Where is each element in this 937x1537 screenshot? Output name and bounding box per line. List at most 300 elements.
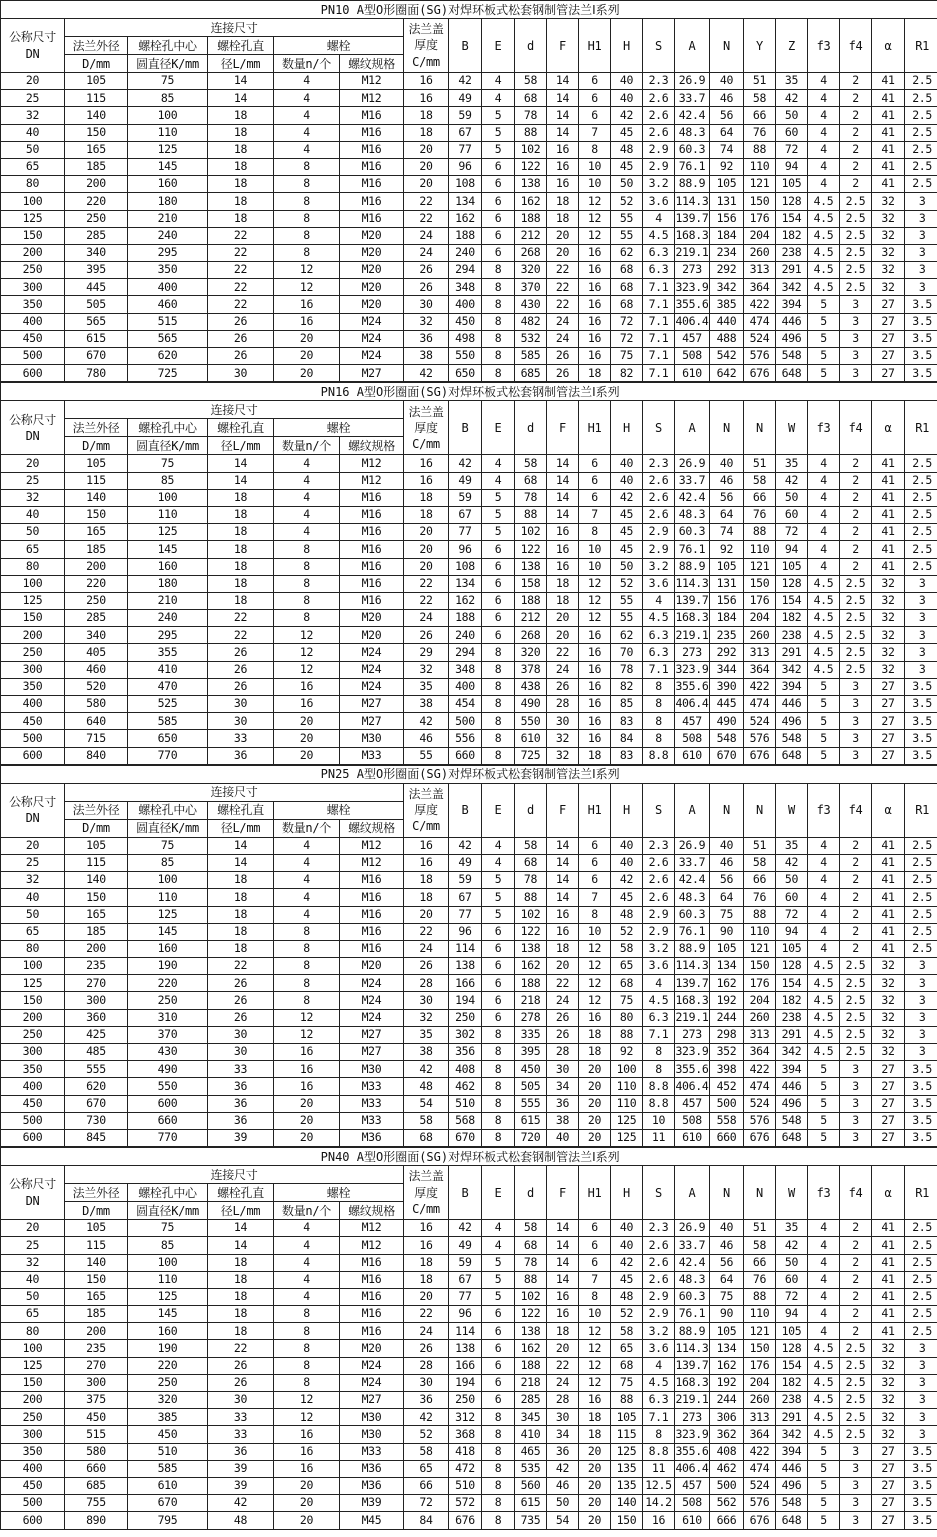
table-cell: 18 <box>208 210 274 227</box>
table-cell: 56 <box>710 872 744 889</box>
table-cell: 8.8 <box>643 747 675 764</box>
table-cell: 176 <box>744 975 776 992</box>
table-cell: 3 <box>840 313 872 330</box>
table-cell: 3.5 <box>905 1095 937 1112</box>
table-cell: M16 <box>340 558 404 575</box>
table-cell: 16 <box>274 1044 340 1061</box>
table-cell: 20 <box>274 365 340 382</box>
table-cell: 100 <box>128 107 208 124</box>
table-cell: 5 <box>808 1495 840 1512</box>
table-cell: 2.5 <box>905 1323 937 1340</box>
table-cell: M27 <box>340 1026 404 1043</box>
table-cell: 4 <box>274 872 340 889</box>
table-cell: 3 <box>905 1009 937 1026</box>
header-col-s: S <box>643 401 675 455</box>
header-row <box>1 401 937 419</box>
table-cell: 27 <box>872 1512 905 1529</box>
table-row <box>1 1129 937 1146</box>
header-bolt-hole-diameter: 螺栓孔直 <box>208 37 274 55</box>
table-cell: 10 <box>643 1112 675 1129</box>
table-cell: 128 <box>776 958 808 975</box>
table-cell: 125 <box>611 1129 643 1146</box>
table-cell: 50 <box>1 906 65 923</box>
table-cell: 2 <box>840 124 872 141</box>
table-cell: 615 <box>515 1495 547 1512</box>
table-cell: 70 <box>611 644 643 661</box>
table-cell: 18 <box>404 124 449 141</box>
table-cell: 406.4 <box>675 313 710 330</box>
header-cover-thickness-line-1: 法兰盖 <box>408 1169 444 1184</box>
table-cell: 41 <box>872 889 905 906</box>
table-cell: 20 <box>579 1443 611 1460</box>
table-cell: 8 <box>643 678 675 695</box>
table-cell: 600 <box>1 747 65 764</box>
table-cell: 200 <box>1 627 65 644</box>
table-cell: 2 <box>840 1237 872 1254</box>
table-cell: 42 <box>776 1237 808 1254</box>
table-cell: 68 <box>611 279 643 296</box>
table-cell: 55 <box>611 227 643 244</box>
table-cell: 48 <box>611 906 643 923</box>
table-cell: 650 <box>449 365 482 382</box>
table-cell: M12 <box>340 854 404 871</box>
header-cover-thickness-line-1: 法兰盖 <box>408 22 444 37</box>
table-cell: 33 <box>208 1061 274 1078</box>
table-cell: 2.5 <box>840 627 872 644</box>
table-cell: 75 <box>611 992 643 1009</box>
table-cell: 190 <box>128 1340 208 1357</box>
table-cell: 6 <box>482 210 515 227</box>
table-cell: 32 <box>872 644 905 661</box>
table-cell: 335 <box>515 1026 547 1043</box>
table-cell: 600 <box>1 1512 65 1529</box>
table-cell: 72 <box>611 330 643 347</box>
header-bolt-thread: 螺纹规格 <box>340 55 404 73</box>
table-cell: M24 <box>340 1357 404 1374</box>
table-cell: 20 <box>404 906 449 923</box>
table-cell: 5 <box>808 1095 840 1112</box>
table-cell: 20 <box>404 141 449 158</box>
table-cell: 14 <box>208 837 274 854</box>
header-col-y: Y <box>744 19 776 73</box>
table-cell: 6 <box>579 73 611 90</box>
table-cell: 6 <box>482 1306 515 1323</box>
table-cell: 8 <box>482 713 515 730</box>
table-cell: 55 <box>611 610 643 627</box>
table-cell: 7.1 <box>643 365 675 382</box>
table-cell: 59 <box>449 489 482 506</box>
table-cell: 576 <box>744 1495 776 1512</box>
table-cell: 20 <box>274 1095 340 1112</box>
table-cell: 2.5 <box>905 506 937 523</box>
header-nominal-size-line-1: 公称尺寸 <box>9 30 56 45</box>
table-cell: 642 <box>710 365 744 382</box>
table-cell: 250 <box>1 644 65 661</box>
table-cell: 22 <box>404 210 449 227</box>
table-cell: 8 <box>482 296 515 313</box>
table-cell: 6 <box>579 854 611 871</box>
table-cell: 6 <box>482 923 515 940</box>
table-cell: 16 <box>579 627 611 644</box>
table-cell: 80 <box>1 940 65 957</box>
table-cell: 4 <box>808 73 840 90</box>
table-cell: 16 <box>579 262 611 279</box>
table-cell: 121 <box>744 176 776 193</box>
table-row <box>1 558 937 575</box>
header-cover-thickness <box>404 783 449 837</box>
table-row <box>1 1495 937 1512</box>
table-cell: 6 <box>482 1340 515 1357</box>
table-cell: 48 <box>611 141 643 158</box>
table-cell: 24 <box>547 1374 579 1391</box>
table-cell: 385 <box>128 1409 208 1426</box>
table-cell: 268 <box>515 244 547 261</box>
table-cell: 8 <box>274 1306 340 1323</box>
table-cell: 135 <box>611 1477 643 1494</box>
table-cell: 18 <box>208 940 274 957</box>
table-cell: 2 <box>840 176 872 193</box>
table-cell: 24 <box>404 244 449 261</box>
table-cell: 105 <box>65 837 128 854</box>
table-cell: 16 <box>643 1512 675 1529</box>
table-cell: 78 <box>515 872 547 889</box>
table-row <box>1 107 937 124</box>
table-cell: 312 <box>449 1409 482 1426</box>
table-cell: 4 <box>482 455 515 472</box>
table-cell: M16 <box>340 889 404 906</box>
table-cell: 48.3 <box>675 124 710 141</box>
table-cell: 446 <box>776 696 808 713</box>
table-cell: 4 <box>274 455 340 472</box>
table-cell: 14 <box>547 1237 579 1254</box>
table-cell: 45 <box>611 506 643 523</box>
table-cell: 41 <box>872 1271 905 1288</box>
table-cell: 400 <box>1 313 65 330</box>
table-cell: 323.9 <box>675 1426 710 1443</box>
table-cell: 154 <box>776 210 808 227</box>
header-col-d: d <box>515 19 547 73</box>
table-cell: 39 <box>208 1129 274 1146</box>
table-cell: 730 <box>65 1112 128 1129</box>
table-cell: 42 <box>776 472 808 489</box>
table-cell: 6.3 <box>643 627 675 644</box>
table-cell: 72 <box>776 141 808 158</box>
table-cell: 2.5 <box>840 1409 872 1426</box>
table-cell: 395 <box>65 262 128 279</box>
table-cell: 8 <box>482 279 515 296</box>
table-cell: 7.1 <box>643 348 675 365</box>
flange-table-4 <box>0 1147 937 1529</box>
table-cell: 2.5 <box>840 1392 872 1409</box>
table-cell: 4 <box>808 923 840 940</box>
table-cell: 115 <box>65 1237 128 1254</box>
table-row <box>1 837 937 854</box>
table-cell: 3.5 <box>905 1460 937 1477</box>
table-cell: 46 <box>710 854 744 871</box>
table-cell: 83 <box>611 713 643 730</box>
table-row <box>1 296 937 313</box>
table-cell: 32 <box>872 958 905 975</box>
table-cell: 485 <box>65 1044 128 1061</box>
table-cell: 4 <box>808 541 840 558</box>
header-bolt-hole-diameter-unit: 径L/mm <box>208 819 274 837</box>
table-cell: 26.9 <box>675 837 710 854</box>
table-cell: 12 <box>274 661 340 678</box>
table-cell: 8 <box>643 713 675 730</box>
table-cell: 615 <box>515 1112 547 1129</box>
table-cell: 122 <box>515 158 547 175</box>
table-cell: 41 <box>872 455 905 472</box>
table-cell: 3 <box>905 592 937 609</box>
table-cell: 2 <box>840 73 872 90</box>
table-cell: M16 <box>340 210 404 227</box>
table-cell: 200 <box>1 244 65 261</box>
table-cell: 50 <box>776 872 808 889</box>
table-cell: 22 <box>547 975 579 992</box>
table-cell: 400 <box>449 678 482 695</box>
table-cell: 168.3 <box>675 992 710 1009</box>
table-cell: 68 <box>611 975 643 992</box>
table-cell: 42 <box>404 365 449 382</box>
header-col-n: N <box>710 19 744 73</box>
table-cell: M16 <box>340 1271 404 1288</box>
table-cell: M33 <box>340 1443 404 1460</box>
table-row <box>1 1512 937 1529</box>
table-cell: 108 <box>449 176 482 193</box>
table-cell: 33 <box>208 1409 274 1426</box>
table-cell: 6 <box>482 940 515 957</box>
table-cell: 4 <box>808 90 840 107</box>
table-cell: 41 <box>872 176 905 193</box>
table-cell: 238 <box>776 1392 808 1409</box>
table-cell: 18 <box>404 889 449 906</box>
table-cell: M20 <box>340 610 404 627</box>
table-cell: 454 <box>449 696 482 713</box>
table-cell: 20 <box>404 524 449 541</box>
table-cell: 30 <box>404 1374 449 1391</box>
flange-table-3 <box>0 765 937 1147</box>
table-cell: 74 <box>710 141 744 158</box>
table-cell: 105 <box>65 1220 128 1237</box>
table-cell: 2 <box>840 1254 872 1271</box>
table-cell: M16 <box>340 141 404 158</box>
table-cell: 422 <box>744 1443 776 1460</box>
table-cell: 150 <box>1 1374 65 1391</box>
table-cell: 60.3 <box>675 141 710 158</box>
table-cell: 59 <box>449 107 482 124</box>
header-bolt-count: 数量n/个 <box>274 1202 340 1220</box>
table-cell: 8 <box>643 696 675 713</box>
table-cell: 422 <box>744 678 776 695</box>
table-cell: 16 <box>547 158 579 175</box>
table-cell: 27 <box>872 1129 905 1146</box>
table-cell: 128 <box>776 1340 808 1357</box>
table-cell: 16 <box>547 558 579 575</box>
header-col-f: F <box>547 19 579 73</box>
table-cell: 362 <box>710 1426 744 1443</box>
table-cell: 219.1 <box>675 1392 710 1409</box>
table-row <box>1 1271 937 1288</box>
table-cell: 5 <box>808 365 840 382</box>
table-cell: 342 <box>776 661 808 678</box>
table-cell: 156 <box>710 210 744 227</box>
table-cell: 4.5 <box>808 1374 840 1391</box>
table-cell: 20 <box>274 730 340 747</box>
table-cell: 20 <box>547 227 579 244</box>
table-cell: 40 <box>710 73 744 90</box>
table-cell: 90 <box>710 923 744 940</box>
table-cell: 555 <box>65 1061 128 1078</box>
table-cell: 270 <box>65 975 128 992</box>
table-cell: 102 <box>515 524 547 541</box>
table-cell: 4 <box>274 524 340 541</box>
table-cell: 8 <box>579 1288 611 1305</box>
table-cell: 26 <box>208 661 274 678</box>
table-cell: 18 <box>547 1323 579 1340</box>
table-cell: 134 <box>710 958 744 975</box>
table-cell: 4.5 <box>808 1426 840 1443</box>
table-cell: 32 <box>872 975 905 992</box>
header-col-r1: R1 <box>905 783 937 837</box>
table-cell: 58 <box>515 73 547 90</box>
table-cell: 720 <box>515 1129 547 1146</box>
table-cell: 220 <box>65 193 128 210</box>
table-cell: 162 <box>710 975 744 992</box>
table-cell: 4.5 <box>808 227 840 244</box>
table-cell: 3 <box>905 627 937 644</box>
table-cell: 41 <box>872 1288 905 1305</box>
table-cell: 4 <box>274 854 340 871</box>
table-cell: 60.3 <box>675 906 710 923</box>
table-row <box>1 210 937 227</box>
table-cell: M20 <box>340 1340 404 1357</box>
table-cell: 219.1 <box>675 1009 710 1026</box>
table-cell: 355 <box>128 644 208 661</box>
table-cell: 68 <box>404 1129 449 1146</box>
table-cell: 12 <box>579 975 611 992</box>
header-col-α: α <box>872 19 905 73</box>
table-cell: 16 <box>579 661 611 678</box>
table-cell: 96 <box>449 923 482 940</box>
table-cell: 22 <box>208 958 274 975</box>
header-col-α: α <box>872 1166 905 1220</box>
table-cell: M33 <box>340 1112 404 1129</box>
table-cell: 320 <box>128 1392 208 1409</box>
table-cell: 5 <box>808 713 840 730</box>
header-col-s: S <box>643 1166 675 1220</box>
table-cell: 16 <box>579 313 611 330</box>
table-cell: 131 <box>710 575 744 592</box>
table-cell: 82 <box>611 365 643 382</box>
table-cell: 2.5 <box>905 141 937 158</box>
header-bolt-thread: 螺纹规格 <box>340 1202 404 1220</box>
header-col-n: N <box>744 401 776 455</box>
table-cell: 457 <box>675 1095 710 1112</box>
table-cell: M27 <box>340 713 404 730</box>
table-cell: 33.7 <box>675 854 710 871</box>
table-cell: 572 <box>449 1495 482 1512</box>
table-cell: 24 <box>547 992 579 1009</box>
table-cell: 80 <box>1 176 65 193</box>
table-row <box>1 141 937 158</box>
table-cell: M16 <box>340 1306 404 1323</box>
table-cell: 2.5 <box>840 975 872 992</box>
table-cell: 2.6 <box>643 1271 675 1288</box>
table-cell: 313 <box>744 1409 776 1426</box>
header-col-h: H <box>611 401 643 455</box>
table-cell: 188 <box>515 1357 547 1374</box>
table-cell: 114.3 <box>675 958 710 975</box>
table-cell: 11 <box>643 1460 675 1477</box>
table-cell: 340 <box>65 627 128 644</box>
table-cell: 18 <box>208 1323 274 1340</box>
table-cell: M36 <box>340 1477 404 1494</box>
table-cell: 80 <box>1 1323 65 1340</box>
table-cell: M16 <box>340 124 404 141</box>
table-cell: 25 <box>1 854 65 871</box>
table-cell: 685 <box>515 365 547 382</box>
table-cell: 3 <box>840 696 872 713</box>
table-cell: 114.3 <box>675 193 710 210</box>
table-cell: 4 <box>808 176 840 193</box>
table-cell: 26 <box>404 627 449 644</box>
table-cell: 496 <box>776 713 808 730</box>
table-cell: 2.5 <box>905 73 937 90</box>
table-cell: 220 <box>128 975 208 992</box>
table-cell: 165 <box>65 1288 128 1305</box>
header-col-f3: f3 <box>808 401 840 455</box>
table-cell: 300 <box>1 1426 65 1443</box>
table-cell: 32 <box>872 610 905 627</box>
table-cell: 16 <box>547 524 579 541</box>
table-cell: 3 <box>840 1495 872 1512</box>
table-cell: 20 <box>274 747 340 764</box>
header-col-r1: R1 <box>905 401 937 455</box>
table-cell: 725 <box>515 747 547 764</box>
table-cell: 8 <box>274 244 340 261</box>
table-cell: 18 <box>404 489 449 506</box>
header-nominal-size-line-2: DN <box>25 46 40 61</box>
table-cell: 2.5 <box>905 1237 937 1254</box>
table-cell: 18 <box>404 872 449 889</box>
table-row <box>1 1254 937 1271</box>
table-cell: 110 <box>744 923 776 940</box>
table-cell: 30 <box>208 1026 274 1043</box>
table-cell: 535 <box>515 1460 547 1477</box>
table-cell: 22 <box>208 262 274 279</box>
table-cell: 168.3 <box>675 1374 710 1391</box>
table-cell: 670 <box>449 1129 482 1146</box>
header-bolt-hole-diameter: 螺栓孔直 <box>208 1184 274 1202</box>
header-col-b: B <box>449 1166 482 1220</box>
table-cell: 14 <box>208 73 274 90</box>
table-cell: 26 <box>208 330 274 347</box>
table-cell: M16 <box>340 923 404 940</box>
table-cell: 2 <box>840 940 872 957</box>
table-row <box>1 575 937 592</box>
table-cell: 320 <box>515 262 547 279</box>
table-cell: 12.5 <box>643 1477 675 1494</box>
table-cell: 88.9 <box>675 940 710 957</box>
header-col-w: W <box>776 401 808 455</box>
table-cell: 27 <box>872 296 905 313</box>
table-cell: 4.5 <box>808 1392 840 1409</box>
table-cell: 58 <box>404 1443 449 1460</box>
table-cell: 12 <box>274 1409 340 1426</box>
table-cell: 4 <box>808 837 840 854</box>
header-bolt-count: 数量n/个 <box>274 819 340 837</box>
header-flange-outer-diameter-unit: D/mm <box>65 55 128 73</box>
